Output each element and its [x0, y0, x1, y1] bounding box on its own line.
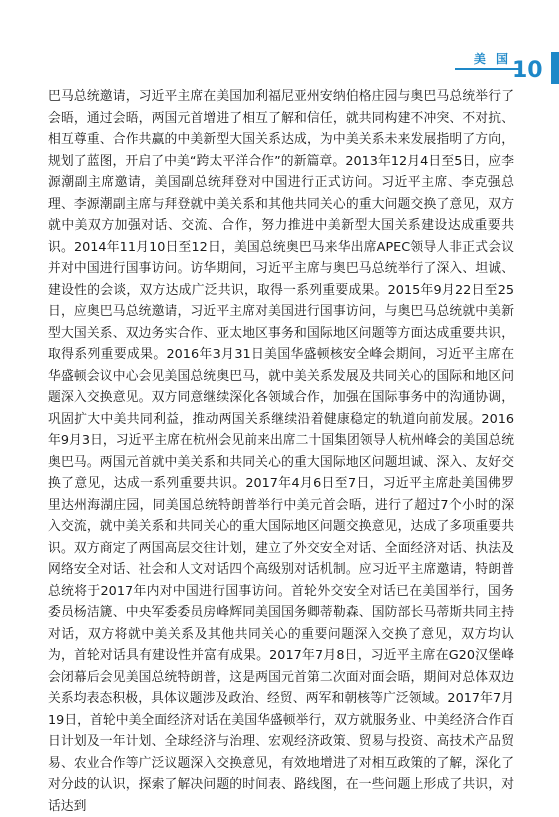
section-label: 美 国 — [473, 52, 511, 66]
edge-tab — [551, 52, 559, 84]
page-header — [0, 0, 559, 90]
header-rule — [455, 68, 519, 70]
body-paragraph: 巴马总统邀请，习近平主席在美国加利福尼亚州安纳伯格庄园与奥巴马总统举行了会晤，通过会晤，两国元首增进了相互了解和信任，就共同构建不冲突、不对抗、相互尊重、合作共赢的中美新型大国关系达成，为中美关系未来发展指明了方向，规划了蓝图，开启了中美“跨太平洋合作”的新篇章。2013年12月4日至5日，应李源潮副主席邀请，美国副总统拜登对中国进行正式访问。习近平主席、李克强总理、李源潮副主席与拜登就中美关系和其他共同关心的重大问题交换了意见，双方就中美双方加强对话、交流、合作，努力推进中美新型大国关系建设达成重要共识。2014年11月10日至12日，美国总统奥巴马来华出席APEC领导人非正式会议并对中国进行国事访问。访华期间，习近平主席与奥巴马总统举行了深入、坦诚、建设性的会谈，双方达成广泛共识，取得一系列重要成果。2015年9月22日至25日，应奥巴马总统邀请，习近平主席对美国进行国事访问，与奥巴马总统就中美新型大国关系、双边务实合作、亚太地区事务和国际地区问题等方面达成重要共识，取得系列重要成果。2016年3月31日美国华盛顿核安全峰会期间，习近平主席在华盛顿会议中心会见美国总统奥巴马，就中美关系发展及共同关心的国际和地区问题深入交换意见。双方同意继续深化各领域合作，加强在国际事务中的沟通协调，巩固扩大中美共同利益，推动两国关系继续沿着健康稳定的轨道向前发展。2016年9月3日，习近平主席在杭州会见前来出席二十国集团领导人杭州峰会的美国总统奥巴马。两国元首就中美关系和共同关心的重大国际地区问题坦诚、深入、友好交换了意见，达成一系列重要共识。2017年4月6日至7日，习近平主席赴美国佛罗里达州海湖庄园，同美国总统特朗普举行中美元首会晤，进行了超过7个小时的深入交流，就中美关系和共同关心的重大国际地区问题交换意见，达成了多项重要共识。双方商定了两国高层交往计划，建立了外交安全对话、全面经济对话、执法及网络安全对话、社会和人文对话四个高级别对话机制。应习近平主席邀请，特朗普总统将于2017年内对中国进行国事访问。首轮外交安全对话已在美国举行，国务委员杨洁篪、中央军委委员房峰辉同美国国务卿蒂勒森、国防部长马蒂斯共同主持对话，双方将就中美关系及其他共同关心的重要问题深入交换了意见，双方均认为，首轮对话具有建设性并富有成果。2017年7月8日，习近平主席在G20汉堡峰会闭幕后会见美国总统特朗普，这是两国元首第二次面对面会晤，期间对总体双边关系均表态积极，具体议题涉及政治、经贸、两军和朝核等广泛领域。2017年7月19日，首轮中美全面经济对话在美国华盛顿举行，双方就服务业、中美经济合作百日计划及一年计划、全球经济与治理、宏观经济政策、贸易与投资、高技术产品贸易、农业合作等广泛议题深入交换意见，有效地增进了对相互政策的了解，深化了对分歧的认识，探索了解决问题的时间表、路线图，在一些问题上形成了共识，对话达到 — [48, 89, 514, 814]
page-number: 10 — [512, 58, 543, 83]
